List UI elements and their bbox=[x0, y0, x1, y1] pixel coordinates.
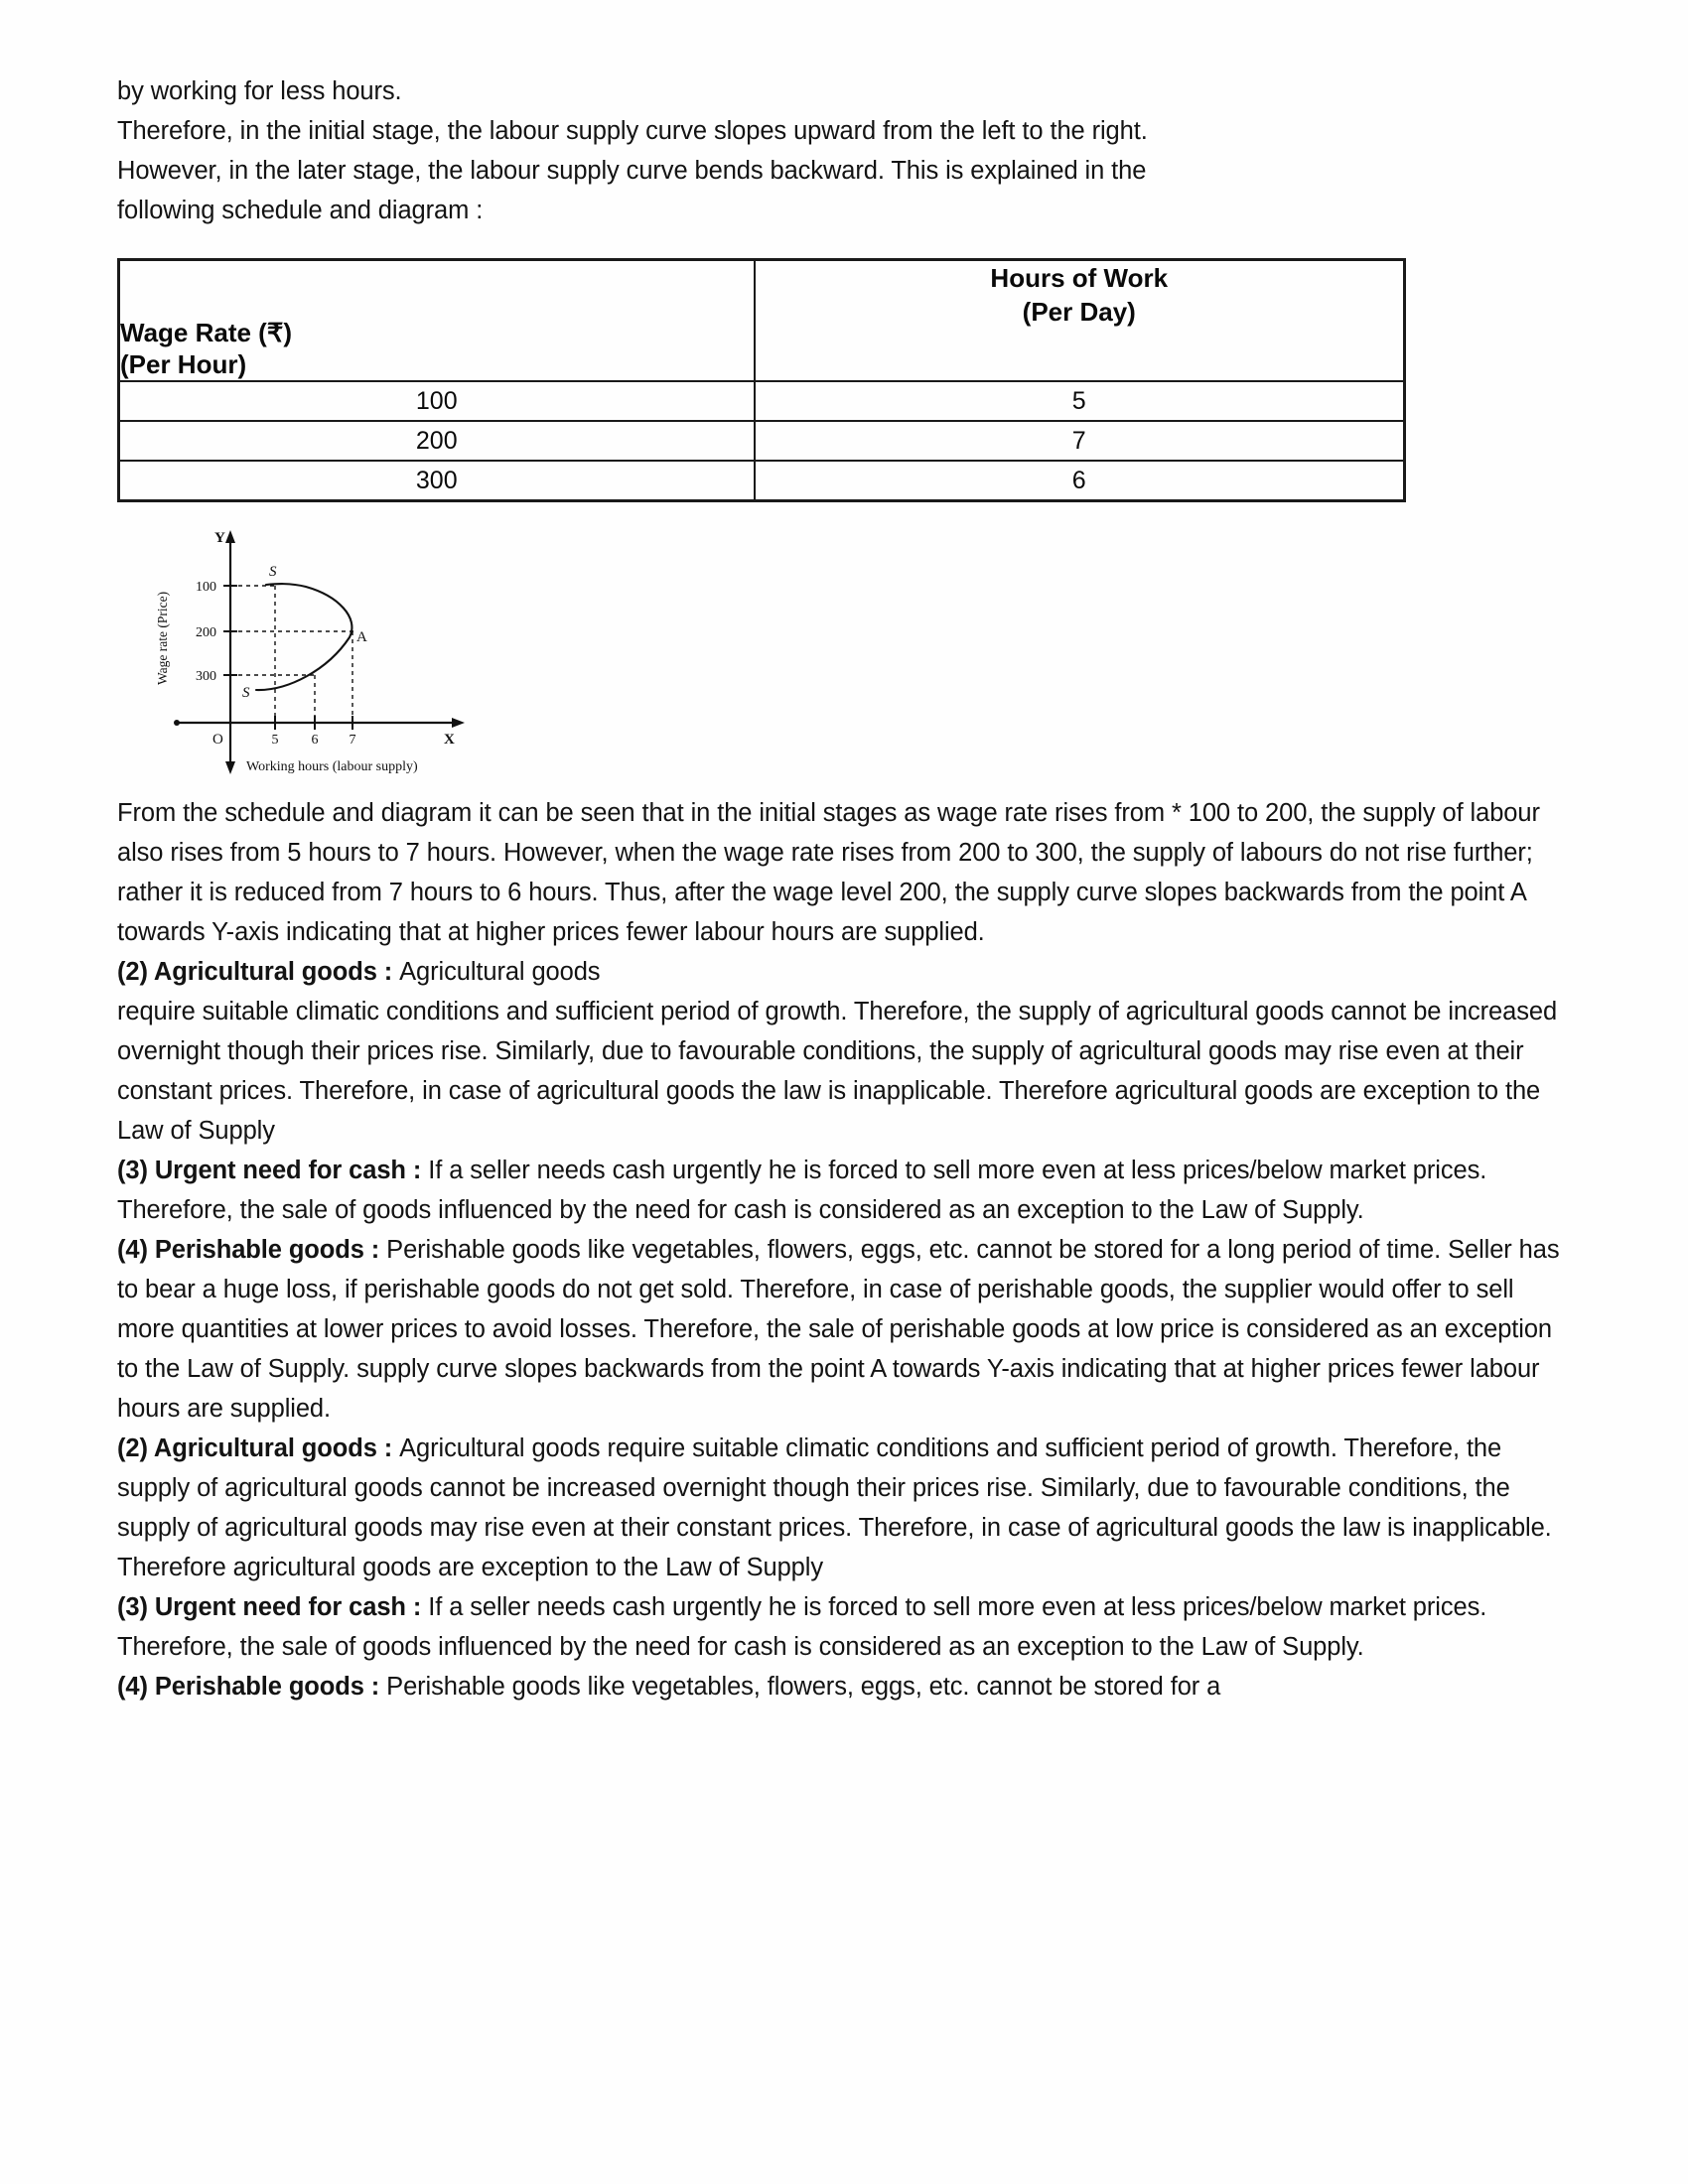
header-hours-line1: Hours of Work bbox=[990, 263, 1169, 293]
cell-wage-rate: 200 bbox=[119, 421, 755, 461]
item-3-body: If a seller needs cash urgently he is forced to sell more even at less prices/below market prices. Therefore, the sale of goods influenced by the need for cash is considered as an exception to the Law of Supply. bbox=[117, 1156, 1487, 1224]
intro-line-4: following schedule and diagram : bbox=[117, 197, 484, 224]
item-4b-heading: (4) Perishable goods : bbox=[117, 1672, 387, 1701]
body-content bbox=[117, 793, 1571, 1706]
x-axis-title: Working hours (labour supply) bbox=[246, 758, 418, 774]
item-3-urgent-need-for-cash bbox=[117, 1151, 1571, 1230]
schedule-table-wrapper bbox=[117, 258, 1403, 502]
table-row bbox=[119, 461, 1405, 501]
paragraph-summary: From the schedule and diagram it can be seen that in the initial stages as wage rate rises from * 100 to 200, the supply of labour also rises from 5 hours to 7 hours. However, when the wage rate rises from 200 to 300, the supply of labours do not rise further; rather it is reduced from 7 hours to 6 hours. Thus, after the wage level 200, the supply curve slopes backwards from the point A towards Y-axis indicating that at higher prices fewer labour hours are supplied. bbox=[117, 798, 1540, 946]
backward-bending-supply-curve-chart bbox=[139, 526, 566, 779]
y-axis-marker: Y bbox=[214, 529, 225, 546]
x-tick-label-6: 6 bbox=[311, 732, 319, 748]
chart-svg bbox=[139, 526, 566, 779]
item-4b-body: Perishable goods like vegetables, flowers, eggs, etc. cannot be stored for a bbox=[386, 1672, 1221, 1701]
item-2-heading: (2) Agricultural goods : bbox=[117, 957, 400, 986]
item-3b-urgent-need-for-cash bbox=[117, 1587, 1571, 1667]
supply-curve-path bbox=[256, 584, 352, 690]
y-tick-label-200: 200 bbox=[196, 624, 216, 640]
x-axis-arrow bbox=[452, 718, 465, 728]
item-2b-body: Agricultural goods require suitable climatic conditions and sufficient period of growth. Therefore, the supply of agricultural goods cannot be increased overnight though their prices rise. Similarly, due to favourable conditions, the supply of agricultural goods may rise even at their constant prices. Therefore, in case of agricultural goods the law is inapplicable. Therefore agricultural goods are exception to the Law of Supply bbox=[117, 1433, 1552, 1581]
y-axis-arrow-down bbox=[225, 761, 235, 774]
item-2b-heading: (2) Agricultural goods : bbox=[117, 1433, 400, 1462]
header-wage-rate-line1: Wage Rate (₹) bbox=[120, 317, 293, 347]
y-tick-label-300: 300 bbox=[196, 668, 216, 684]
item-4-heading: (4) Perishable goods : bbox=[117, 1235, 387, 1264]
item-2-body: require suitable climatic conditions and sufficient period of growth. Therefore, the supply of agricultural goods cannot be increased overnight though their prices rise. Similarly, due to favourable conditions, the supply of agricultural goods may rise even at their constant prices. Therefore, in case of agricultural goods the law is inapplicable. Therefore agricultural goods are exception to the Law of Supply bbox=[117, 997, 1558, 1145]
cell-hours: 7 bbox=[755, 421, 1405, 461]
y-tick-label-100: 100 bbox=[196, 579, 216, 595]
item-3b-body: If a seller needs cash urgently he is forced to sell more even at less prices/below market prices. Therefore, the sale of goods influenced by the need for cash is considered as an exception to the Law of Supply. bbox=[117, 1592, 1487, 1661]
table-row bbox=[119, 381, 1405, 421]
x-tick-label-7: 7 bbox=[349, 732, 356, 748]
intro-line-2: Therefore, in the initial stage, the labour supply curve slopes upward from the left to the right. bbox=[117, 117, 1148, 145]
table-header-row bbox=[119, 260, 1405, 381]
header-wage-rate-line2: (Per Hour) bbox=[120, 348, 247, 379]
cell-hours: 6 bbox=[755, 461, 1405, 501]
cell-hours: 5 bbox=[755, 381, 1405, 421]
y-axis-arrow bbox=[225, 530, 235, 543]
intro-line-3: However, in the later stage, the labour supply curve bends backward. This is explained in the bbox=[117, 157, 1147, 185]
x-axis-left-dot bbox=[174, 720, 180, 726]
y-axis-title: Wage rate (Price) bbox=[155, 591, 170, 685]
header-hours-line2: (Per Day) bbox=[1022, 297, 1136, 327]
curve-label-s-bottom: S bbox=[242, 684, 250, 701]
intro-paragraph bbox=[117, 71, 1571, 230]
item-4-body: Perishable goods like vegetables, flowers, eggs, etc. cannot be stored for a long period of time. Seller has to bear a huge loss, if perishable goods do not get sold. Therefore, in case of perishable goods, the supplier would offer to sell more quantities at lower prices to avoid losses. Therefore, the sale of perishable goods at low price is considered as an exception to the Law of Supply. supply curve slopes backwards from the point A towards Y-axis indicating that at higher prices fewer labour hours are supplied. bbox=[117, 1235, 1560, 1423]
header-hours-of-work bbox=[755, 260, 1405, 381]
header-wage-rate bbox=[119, 260, 755, 381]
curve-label-s-top: S bbox=[269, 563, 277, 580]
curve-label-a: A bbox=[356, 628, 367, 645]
item-4b-perishable-goods bbox=[117, 1667, 1571, 1706]
x-axis-marker: X bbox=[444, 731, 455, 748]
cell-wage-rate: 300 bbox=[119, 461, 755, 501]
item-3b-heading: (3) Urgent need for cash : bbox=[117, 1592, 429, 1621]
item-4-perishable-goods bbox=[117, 1230, 1571, 1429]
origin-label: O bbox=[212, 731, 223, 748]
table-row bbox=[119, 421, 1405, 461]
cell-wage-rate: 100 bbox=[119, 381, 755, 421]
item-2-agricultural-goods-first bbox=[117, 952, 1571, 992]
intro-line-1: by working for less hours. bbox=[117, 77, 402, 105]
x-tick-label-5: 5 bbox=[271, 732, 279, 748]
item-2b-agricultural-goods bbox=[117, 1429, 1571, 1587]
schedule-table bbox=[117, 258, 1406, 502]
item-2-first-line: Agricultural goods bbox=[399, 957, 601, 986]
item-3-heading: (3) Urgent need for cash : bbox=[117, 1156, 429, 1184]
